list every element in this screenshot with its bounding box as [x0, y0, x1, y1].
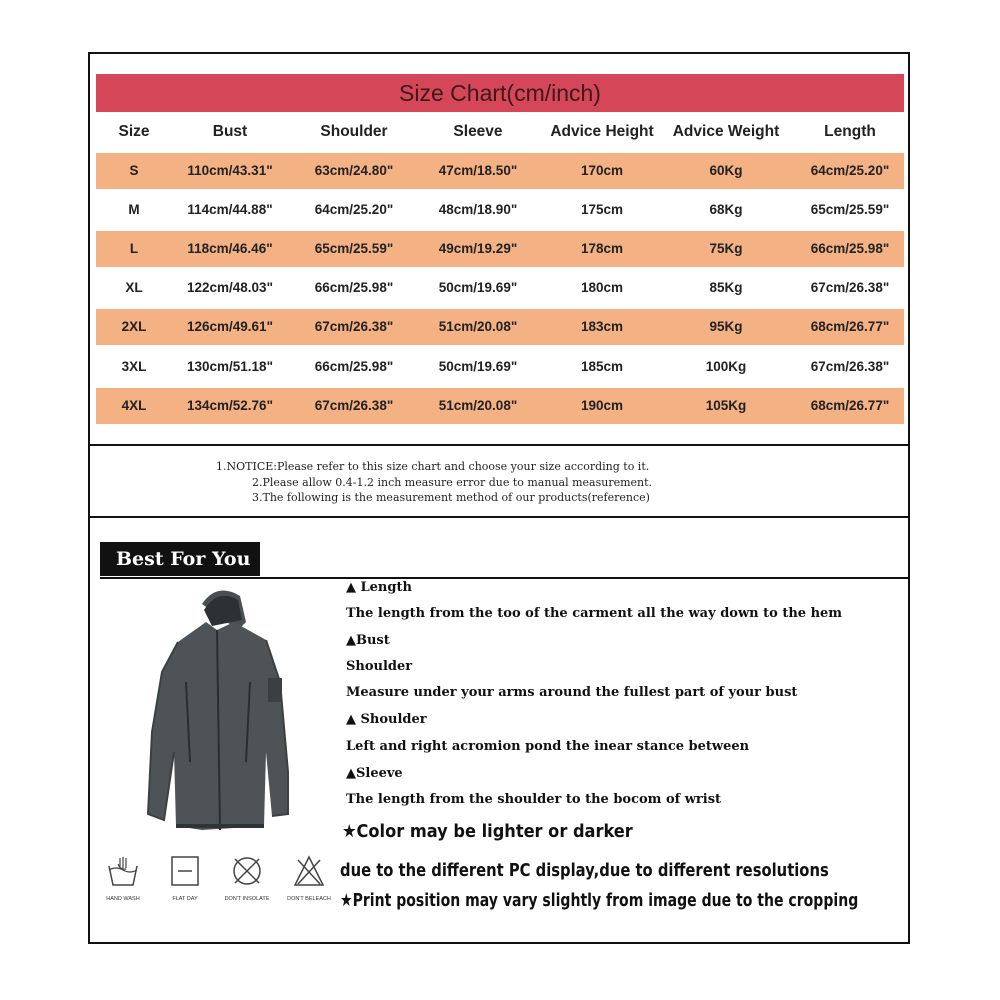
- notice-line-3: 3.The following is the measurement method of our products(reference): [252, 491, 650, 504]
- table-cell: 66cm/25.98": [314, 358, 394, 374]
- display-note: due to the different PC display,due to different resolutions: [340, 860, 829, 881]
- table-cell: 50cm/19.69": [438, 280, 518, 296]
- table-cell: 100Kg: [705, 358, 747, 374]
- table-cell: 170cm: [580, 163, 624, 178]
- do-not-insolate-care: [222, 854, 272, 902]
- length-text: The length from the too of the carment all the way down to the hem: [346, 606, 843, 621]
- color-note: ★Color may be lighter or darker: [342, 821, 633, 842]
- flat-dry-icon: [168, 854, 202, 888]
- table-row: [96, 349, 904, 385]
- divider-table-notice: [90, 444, 908, 446]
- table-cell: 64cm/25.20": [314, 202, 394, 218]
- table-cell: 185cm: [580, 358, 624, 374]
- sleeve-heading: ▲Sleeve: [346, 766, 403, 781]
- table-row: [96, 231, 904, 267]
- flat-dry-care: [160, 854, 210, 902]
- do-not-insolate-label: DON'T INSOLATE: [224, 896, 270, 902]
- column-header: Size: [118, 123, 150, 140]
- table-header-row: [96, 114, 904, 150]
- column-header: Advice Weight: [672, 123, 780, 140]
- shoulder-text: Left and right acromion pond the inear stance between: [346, 739, 750, 754]
- table-cell: 190cm: [580, 397, 624, 413]
- bust-heading: ▲Bust: [346, 633, 390, 648]
- column-header: Advice Height: [550, 123, 654, 140]
- table-cell: 130cm/51.18": [187, 358, 273, 374]
- table-cell: S: [129, 163, 139, 178]
- best-for-you-underline: [100, 577, 908, 579]
- table-cell: 3XL: [121, 358, 147, 374]
- column-header: Length: [824, 123, 876, 140]
- table-cell: 134cm/52.76": [187, 397, 273, 413]
- table-row: [96, 388, 904, 424]
- jacket-image: [142, 582, 292, 842]
- do-not-bleach-icon: [292, 854, 326, 888]
- table-cell: 110cm/43.31": [187, 163, 273, 178]
- print-note: ★Print position may vary slightly from image due to the cropping: [340, 890, 859, 911]
- table-cell: L: [129, 241, 139, 257]
- bust-sub: Shoulder: [346, 659, 413, 674]
- table-cell: 175cm: [580, 202, 624, 218]
- column-header: Sleeve: [453, 123, 503, 140]
- table-cell: XL: [125, 280, 143, 296]
- do-not-insolate-icon: [230, 854, 264, 888]
- table-cell: 4XL: [121, 397, 147, 413]
- table-cell: 63cm/24.80": [314, 163, 394, 178]
- table-cell: 105Kg: [705, 397, 747, 413]
- table-cell: 68Kg: [709, 202, 743, 218]
- table-cell: 68cm/26.77": [810, 397, 890, 413]
- table-row: [96, 309, 904, 345]
- table-cell: 118cm/46.46": [187, 241, 273, 257]
- length-heading: ▲ Length: [346, 580, 412, 595]
- table-cell: 65cm/25.59": [810, 202, 890, 218]
- table-cell: 67cm/26.38": [810, 280, 890, 296]
- do-not-bleach-label: DON'T BELEACH: [287, 896, 331, 902]
- table-cell: 68cm/26.77": [810, 319, 890, 335]
- best-for-you-tab: Best For You: [100, 542, 260, 576]
- notice-line-1: 1.NOTICE:Please refer to this size chart and choose your size according to it.: [216, 460, 650, 473]
- table-row: [96, 153, 904, 189]
- table-cell: 122cm/48.03": [187, 280, 273, 296]
- table-cell: 48cm/18.90": [438, 202, 518, 218]
- flat-dry-label: FLAT DAY: [172, 896, 198, 902]
- table-cell: 180cm: [580, 280, 624, 296]
- table-cell: 66cm/25.98": [810, 241, 890, 257]
- table-row: [96, 270, 904, 306]
- table-row: [96, 192, 904, 228]
- size-chart-panel: [88, 52, 910, 944]
- hand-wash-icon: [106, 854, 140, 888]
- hand-wash-care: [98, 854, 148, 902]
- table-cell: 178cm: [580, 241, 624, 257]
- column-header: Shoulder: [320, 123, 388, 140]
- divider-notice-best: [90, 516, 908, 518]
- table-cell: 49cm/19.29": [438, 241, 518, 257]
- table-cell: 67cm/26.38": [810, 358, 890, 374]
- shoulder-heading: ▲ Shoulder: [346, 712, 427, 727]
- table-cell: 47cm/18.50": [438, 163, 518, 178]
- sleeve-text: The length from the shoulder to the bocom of wrist: [346, 792, 722, 807]
- table-cell: 66cm/25.98": [314, 280, 394, 296]
- column-header: Bust: [212, 123, 248, 140]
- table-cell: 50cm/19.69": [438, 358, 518, 374]
- table-cell: 51cm/20.08": [438, 319, 518, 335]
- table-cell: 183cm: [580, 319, 624, 335]
- table-cell: 126cm/49.61": [187, 319, 273, 335]
- table-cell: 64cm/25.20": [810, 163, 890, 178]
- table-cell: 85Kg: [709, 280, 743, 296]
- table-cell: 75Kg: [709, 241, 743, 257]
- table-cell: 67cm/26.38": [314, 397, 394, 413]
- table-cell: 65cm/25.59": [314, 241, 394, 257]
- size-chart-title: Size Chart(cm/inch): [96, 74, 904, 112]
- table-cell: 51cm/20.08": [438, 397, 518, 413]
- notice-line-2: 2.Please allow 0.4-1.2 inch measure error due to manual measurement.: [252, 475, 653, 489]
- table-cell: 2XL: [121, 319, 147, 335]
- bust-text: Measure under your arms around the fullest part of your bust: [346, 685, 798, 700]
- do-not-bleach-care: [284, 854, 334, 902]
- table-cell: 95Kg: [709, 319, 743, 335]
- table-cell: 60Kg: [709, 163, 743, 178]
- hand-wash-label: HAND WASH: [106, 896, 140, 902]
- table-cell: 67cm/26.38": [314, 319, 394, 335]
- table-cell: 114cm/44.88": [187, 202, 273, 218]
- table-cell: M: [128, 202, 140, 218]
